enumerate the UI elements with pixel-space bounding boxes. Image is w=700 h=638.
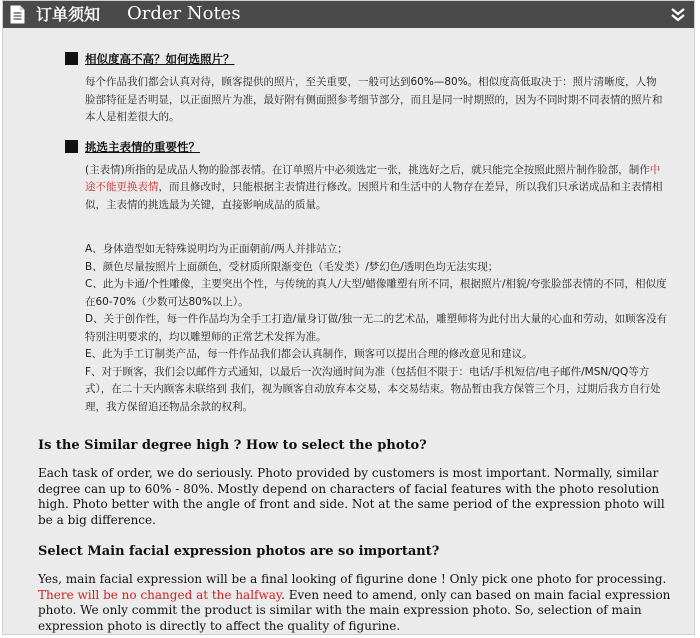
- term-item: E、此为手工订制类产品，每一件作品我们都会认真制作，顾客可以提出合理的修改意见和建议。: [85, 348, 533, 360]
- en-heading-similarity: Is the Similar degree high ? How to select the photo?: [38, 438, 427, 453]
- terms-list: [85, 241, 670, 416]
- en-warning-text: There will be no changed at the halfway: [38, 587, 282, 602]
- cn-heading-similarity: 相似度高不高？如何选照片？: [65, 51, 665, 68]
- cn-heading-expression: 挑选主表情的重要性？: [65, 139, 665, 156]
- en-paragraph-similarity: Each task of order, we do seriously. Photo provided by customers is most important. Normally, similar degree can up to 60% - 80%. Mostly depend on characters of facial features with the photo resolution high. Photo better with the angle of front and side. Not at the same period of the expression photo will be a big difference.: [38, 466, 665, 527]
- cn-warning-text: 中途不能更换表情: [85, 163, 661, 193]
- document-icon: [10, 5, 25, 24]
- en-paragraph-expression: Yes, main facial expression will be a final looking of figurine done ! Only pick one photo for processing. There will be no changed at the halfway. Even need to amend, only can based on main facial expression photo. We only commit the product is similar with the main expression photo. So, selection of main expression photo is directly to affect the quality of figurine.: [38, 572, 671, 633]
- term-item: F、对于顾客，我们会以邮件方式通知，以最后一次沟通时间为准（包括但不限于：电话/手机短信/电子邮件/MSN/QQ等方式），在二十天内顾客未联络到 我们，视为顾客自动放弃本交易，本交易结束。物品暂由我方保管三个月，过期后我方自行处理，我方保留追还物品余款的权利。: [85, 365, 661, 413]
- term-item: B、颜色尽量按照片上面颜色，受材质所限渐变色（毛发类）/梦幻色/透明色均无法实现；: [85, 260, 499, 273]
- bullet-square-icon: [65, 52, 78, 65]
- term-item: D、关于创作性，每一件作品均为全手工打造/量身订做/独一无二的艺术品，雕塑师将为此付出大量的心血和劳动，如顾客没有特别注明要求的，均以雕塑师的正常艺术发挥为准。: [85, 313, 668, 343]
- en-heading-expression: Select Main facial expression photos are so important?: [38, 544, 440, 559]
- bullet-square-icon: [65, 140, 78, 153]
- chinese-notes: [65, 51, 665, 214]
- title-english: Order Notes: [127, 3, 241, 24]
- double-chevron-down-icon[interactable]: [670, 7, 686, 23]
- term-item: C、此为卡通/个性雕像，主要突出个性，与传统的真人/大型/蜡像雕塑有所不同，根据照片/相貌/夸张脸部表情的不同，相似度在60-70%（少数可达80%以上）。: [85, 278, 667, 308]
- order-notes-panel: [2, 0, 695, 635]
- cn-paragraph-expression: (主表情)所指的是成品人物的脸部表情。在订单照片中必须选定一张，挑选好之后，就只能完全按照此照片制作脸部，制作中途不能更换表情，而且修改时，只能根据主表情进行修改。因照片和生活中的人物存在差异，所以我们只承诺成品和主表情相似，主表情的挑选最为关键，直接影响成品的质量。: [85, 163, 663, 211]
- term-item: A、身体造型如无特殊说明均为正面朝前/两人并排站立；: [85, 243, 348, 255]
- title-chinese: 订单须知: [36, 5, 101, 24]
- cn-paragraph-similarity: 每个作品我们都会认真对待，顾客提供的照片，至关重要，一般可达到60%—80%。相似度高低取决于：照片清晰度，人物脸部特征是否明显，以正面照片为准，最好附有侧面照参考细节部分，而且是同一时期照的，因为不同时期不同表情的照片和本人是相差很大的。: [85, 76, 663, 123]
- title-bar: [3, 1, 694, 28]
